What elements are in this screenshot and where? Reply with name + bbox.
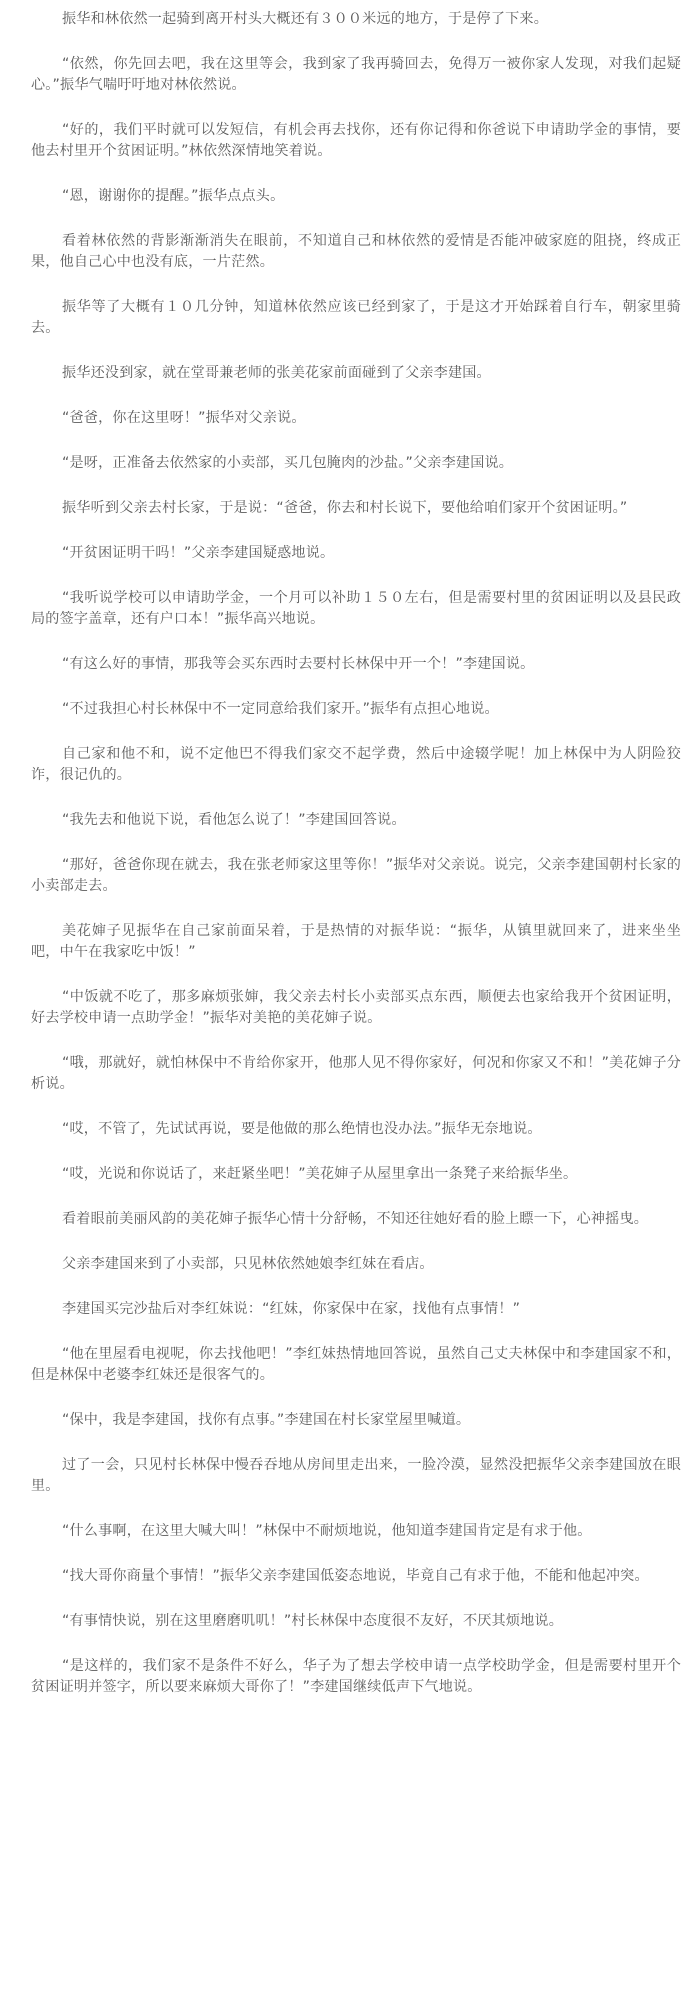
paragraph: 看着眼前美丽风韵的美花婶子振华心情十分舒畅，不知还往她好看的脸上瞟一下，心神摇曳。: [62, 1211, 649, 1227]
paragraph: “哎，不管了，先试试再说，要是他做的那么绝情也没办法。”振华无奈地说。: [62, 1121, 542, 1137]
paragraph: “开贫困证明干吗！”父亲李建国疑惑地说。: [62, 545, 335, 561]
paragraph: 美花婶子见振华在自己家前面呆着，于是热情的对振华说：“振华，从镇里就回来了，进来坐坐吧，中午在我家吃中饭！”: [31, 923, 681, 960]
paragraph: “恩，谢谢你的提醒。”振华点点头。: [62, 188, 285, 204]
paragraph: 看着林依然的背影渐渐消失在眼前，不知道自己和林依然的爱情是否能冲破家庭的阻挠，终成正果，他自己心中也没有底，一片茫然。: [31, 233, 681, 270]
paragraph: “依然，你先回去吧，我在这里等会，我到家了我再骑回去，免得万一被你家人发现，对我们起疑心。”振华气喘吁吁地对林依然说。: [31, 56, 681, 93]
paragraph: 自己家和他不和，说不定他巴不得我们家交不起学费，然后中途辍学呢！加上林保中为人阴险狡诈，很记仇的。: [31, 746, 681, 783]
paragraph: 过了一会，只见村长林保中慢吞吞地从房间里走出来，一脸冷漠，显然没把振华父亲李建国放在眼里。: [31, 1457, 681, 1494]
paragraph: “是这样的，我们家不是条件不好么，华子为了想去学校申请一点学校助学金，但是需要村里开个贫困证明并签字，所以要来麻烦大哥你了！”李建国继续低声下气地说。: [31, 1658, 681, 1695]
paragraph: “不过我担心村长林保中不一定同意给我们家开。”振华有点担心地说。: [62, 701, 499, 717]
paragraph: “有事情快说，别在这里磨磨叽叽！”村长林保中态度很不友好，不厌其烦地说。: [62, 1613, 564, 1629]
paragraph: “我听说学校可以申请助学金，一个月可以补助１５０左右，但是需要村里的贫困证明以及县民政局的签字盖章，还有户口本！”振华高兴地说。: [31, 590, 681, 627]
paragraph: 振华还没到家，就在堂哥兼老师的张美花家前面碰到了父亲李建国。: [62, 365, 491, 381]
paragraph: “我先去和他说下说，看他怎么说了！”李建国回答说。: [62, 812, 406, 828]
paragraph: “有这么好的事情，那我等会买东西时去要村长林保中开一个！”李建国说。: [62, 656, 535, 672]
paragraph: “他在里屋看电视呢，你去找他吧！”李红妹热情地回答说，虽然自己丈夫林保中和李建国家不和，但是林保中老婆李红妹还是很客气的。: [31, 1346, 681, 1383]
paragraph: “那好，爸爸你现在就去，我在张老师家这里等你！”振华对父亲说。说完，父亲李建国朝村长家的小卖部走去。: [31, 857, 681, 894]
paragraph: 振华和林依然一起骑到离开村头大概还有３００米远的地方，于是停了下来。: [62, 11, 548, 27]
paragraph: “找大哥你商量个事情！”振华父亲李建国低姿态地说，毕竟自己有求于他，不能和他起冲突。: [62, 1568, 649, 1584]
paragraph: 振华等了大概有１０几分钟，知道林依然应该已经到家了，于是这才开始踩着自行车，朝家里骑去。: [31, 299, 681, 336]
paragraph: “什么事啊，在这里大喊大叫！”林保中不耐烦地说，他知道李建国肯定是有求于他。: [62, 1523, 592, 1539]
paragraph: “哦，那就好，就怕林保中不肯给你家开，他那人见不得你家好，何况和你家又不和！”美花婶子分析说。: [31, 1055, 681, 1092]
paragraph: 李建国买完沙盐后对李红妹说：“红妹，你家保中在家，找他有点事情！”: [62, 1301, 521, 1317]
paragraph: “中饭就不吃了，那多麻烦张婶，我父亲去村长小卖部买点东西，顺便去也家给我开个贫困证明，好去学校申请一点助学金！”振华对美艳的美花婶子说。: [31, 989, 681, 1026]
paragraph: “保中，我是李建国，找你有点事。”李建国在村长家堂屋里喊道。: [62, 1412, 471, 1428]
paragraph: “是呀，正准备去依然家的小卖部，买几包腌肉的沙盐。”父亲李建国说。: [62, 455, 514, 471]
paragraph: 父亲李建国来到了小卖部，只见林依然她娘李红妹在看店。: [62, 1256, 434, 1272]
paragraph: “哎，光说和你说话了，来赶紧坐吧！”美花婶子从屋里拿出一条凳子来给振华坐。: [62, 1166, 578, 1182]
paragraph: “爸爸，你在这里呀！”振华对父亲说。: [62, 410, 306, 426]
paragraph: “好的，我们平时就可以发短信，有机会再去找你，还有你记得和你爸说下申请助学金的事情，要他去村里开个贫困证明。”林依然深情地笑着说。: [31, 122, 681, 159]
paragraph: 振华听到父亲去村长家，于是说：“爸爸，你去和村长说下，要他给咱们家开个贫困证明。”: [62, 500, 628, 516]
